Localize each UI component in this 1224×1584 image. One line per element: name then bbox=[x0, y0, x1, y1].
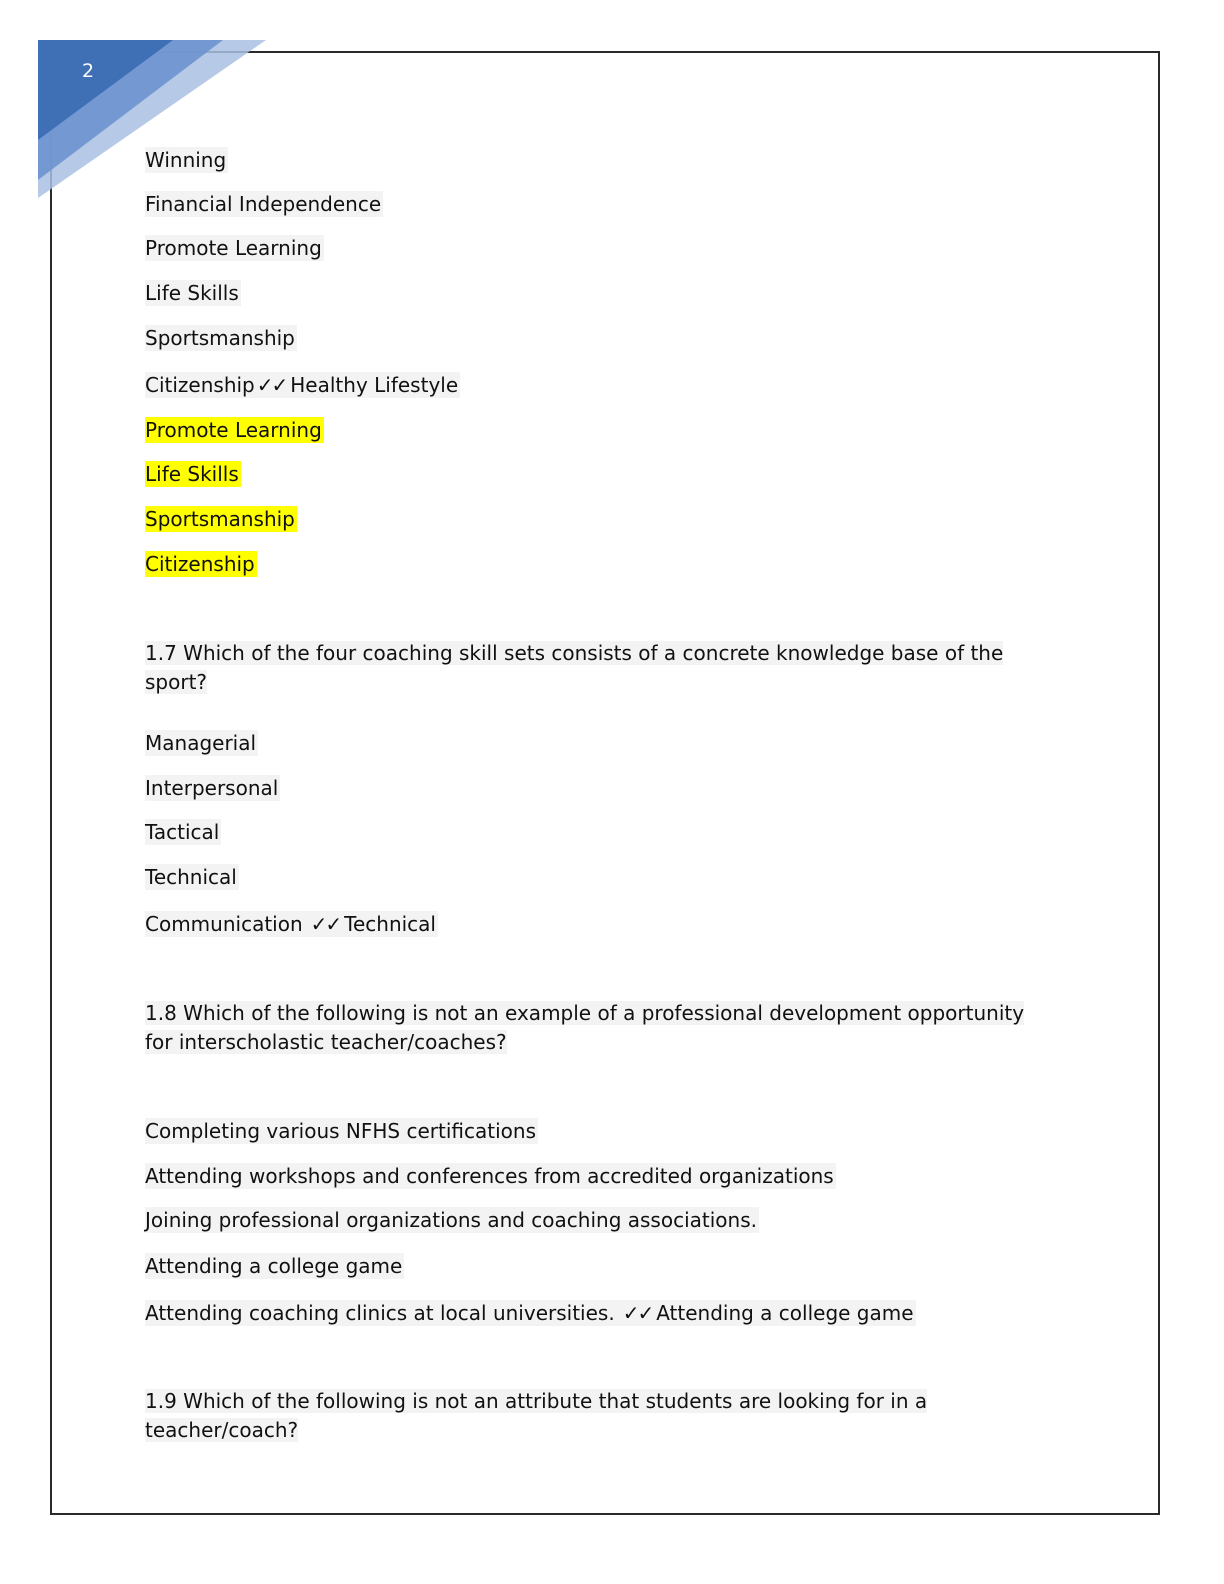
option-college-game: Attending a college game bbox=[145, 1254, 403, 1278]
page-number: 2 bbox=[82, 60, 95, 82]
answer-line-1-6 bbox=[145, 372, 460, 398]
highlighted-answer: Sportsmanship bbox=[145, 507, 295, 531]
option-communication: Communication bbox=[145, 912, 303, 936]
option-winning: Winning bbox=[145, 148, 227, 172]
highlighted-answer: Promote Learning bbox=[145, 418, 322, 442]
option-managerial: Managerial bbox=[145, 731, 257, 755]
corner-decoration bbox=[38, 40, 268, 200]
option-tactical: Tactical bbox=[145, 820, 220, 844]
highlighted-answer: Citizenship bbox=[145, 552, 255, 576]
answer-line-1-8 bbox=[145, 1300, 916, 1326]
option-financial-independence: Financial Independence bbox=[145, 192, 382, 216]
answer-text: Attending a college game bbox=[656, 1301, 914, 1325]
option-sportsmanship: Sportsmanship bbox=[145, 326, 295, 350]
option-technical: Technical bbox=[145, 865, 237, 889]
question-1-7: 1.7 Which of the four coaching skill sets consists of a concrete knowledge base of the sport? bbox=[145, 641, 1004, 694]
answer-text: Healthy Lifestyle bbox=[290, 373, 459, 397]
question-1-9: 1.9 Which of the following is not an attribute that students are looking for in a teacher/coach? bbox=[145, 1389, 928, 1442]
option-coaching-clinics: Attending coaching clinics at local universities. bbox=[145, 1301, 615, 1325]
option-professional-organizations: Joining professional organizations and coaching associations. bbox=[145, 1208, 757, 1232]
option-promote-learning: Promote Learning bbox=[145, 236, 322, 260]
question-1-8: 1.8 Which of the following is not an example of a professional development opportunity for interscholastic teacher/coaches? bbox=[145, 1001, 1025, 1054]
checkmark-icon: ✓✓ bbox=[256, 373, 287, 397]
option-interpersonal: Interpersonal bbox=[145, 776, 279, 800]
checkmark-icon: ✓✓ bbox=[310, 912, 341, 936]
option-citizenship: Citizenship bbox=[145, 373, 255, 397]
option-life-skills: Life Skills bbox=[145, 281, 239, 305]
option-workshops: Attending workshops and conferences from accredited organizations bbox=[145, 1164, 834, 1188]
highlighted-answer: Life Skills bbox=[145, 462, 239, 486]
answer-text: Technical bbox=[344, 912, 436, 936]
checkmark-icon: ✓✓ bbox=[622, 1301, 653, 1325]
option-nfhs-certifications: Completing various NFHS certifications bbox=[145, 1119, 536, 1143]
answer-line-1-7 bbox=[145, 911, 438, 937]
